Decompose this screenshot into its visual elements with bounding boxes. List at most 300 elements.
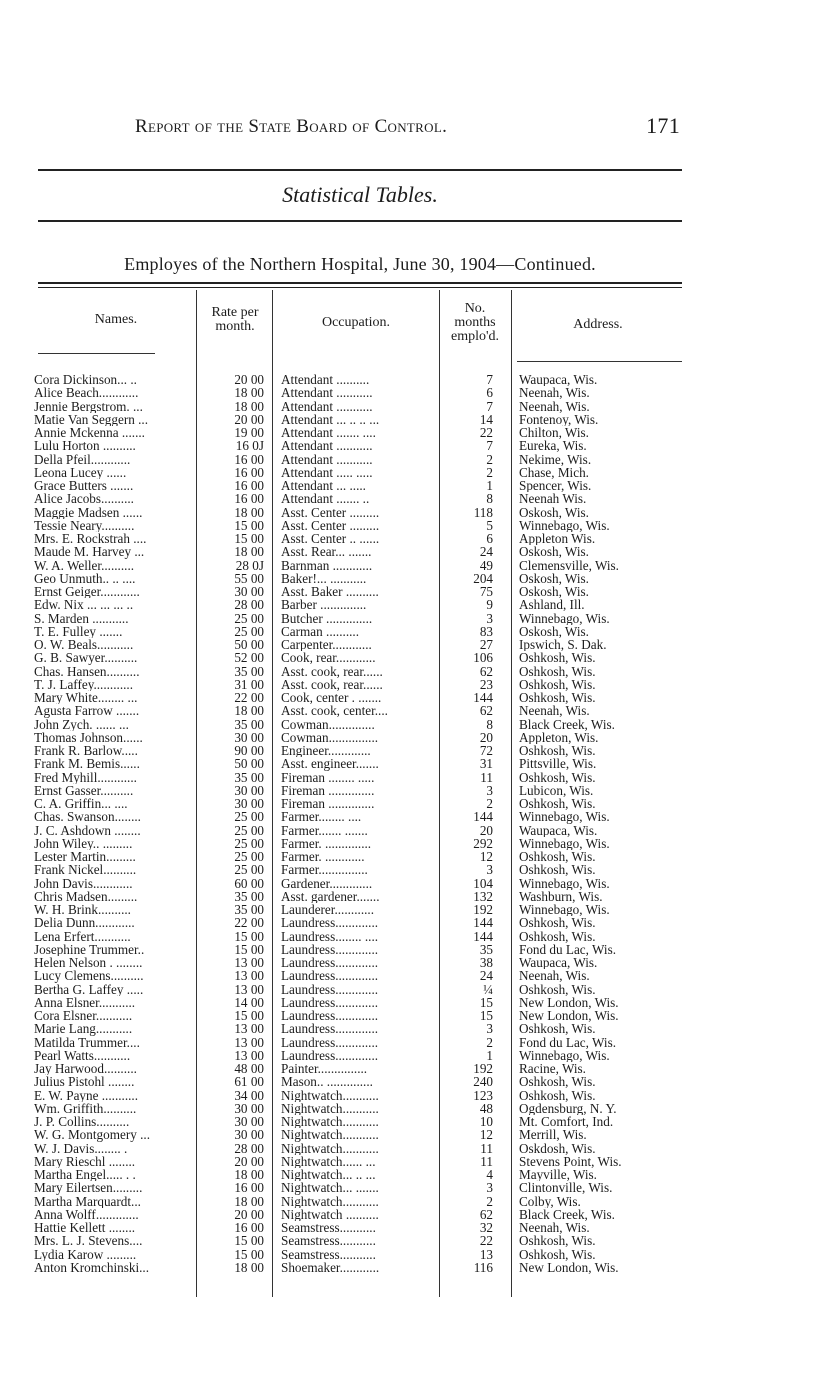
cell-address: Ashland, Ill. xyxy=(519,598,585,612)
table-row xyxy=(0,1128,823,1141)
cell-months: 31 xyxy=(479,756,493,772)
cell-rate: 25 00 xyxy=(234,862,264,878)
cell-address: Pittsville, Wis. xyxy=(519,757,597,771)
cell-name: Chas. Swanson........ xyxy=(34,810,141,824)
cell-months: 48 xyxy=(479,1100,493,1116)
cell-address: Oskosh, Wis. xyxy=(519,545,589,559)
table-row xyxy=(0,890,823,903)
cell-months: 15 xyxy=(479,994,493,1010)
cell-name: Mary Rieschl ........ xyxy=(34,1154,136,1168)
cell-address: Oshkosh, Wis. xyxy=(519,1088,596,1102)
cell-address: Winnebago, Wis. xyxy=(519,1048,610,1062)
table-row xyxy=(0,665,823,678)
cell-months: 2 xyxy=(486,464,493,480)
cell-occupation: Nightwatch... ....... xyxy=(281,1181,379,1195)
cell-occupation: Nightwatch........... xyxy=(281,1128,379,1142)
cell-address: New London, Wis. xyxy=(519,1260,619,1274)
table-row xyxy=(0,1089,823,1102)
cell-address: Winnebago, Wis. xyxy=(519,611,610,625)
running-head xyxy=(135,113,680,138)
cell-occupation: Baker!... ........... xyxy=(281,571,367,585)
cell-name: Leona Lucey ...... xyxy=(34,465,127,479)
table-row xyxy=(0,506,823,519)
cell-name: T. E. Fulley ....... xyxy=(34,624,123,638)
cell-address: Oshkosh, Wis. xyxy=(519,916,596,930)
cell-months: 1 xyxy=(486,478,493,493)
cell-rate: 20 00 xyxy=(234,411,264,427)
cell-name: Alice Beach............ xyxy=(34,386,139,400)
table-row xyxy=(0,426,823,439)
cell-address: Oshkosh, Wis. xyxy=(519,744,596,758)
cell-months: 20 xyxy=(479,822,493,838)
cell-occupation: Cowman.............. xyxy=(281,717,375,731)
table-row xyxy=(0,850,823,863)
cell-months: 192 xyxy=(473,902,493,917)
cell-months: 104 xyxy=(473,875,493,891)
cell-name: Della Pfeil............ xyxy=(34,452,131,466)
cell-months: 3 xyxy=(486,862,493,878)
cell-occupation: Gardener............. xyxy=(281,876,373,890)
cell-rate: 13 00 xyxy=(234,955,264,970)
cell-address: Nekime, Wis. xyxy=(519,452,592,466)
table-row xyxy=(0,1115,823,1128)
table-row xyxy=(0,930,823,943)
cell-occupation: Fireman .............. xyxy=(281,797,375,811)
cell-address: Neenah, Wis. xyxy=(519,399,590,413)
cell-occupation: Barber .............. xyxy=(281,598,367,612)
cell-occupation: Seamstress........... xyxy=(281,1221,376,1235)
cell-address: Oshkosh, Wis. xyxy=(519,664,596,678)
cell-address: Chilton, Wis. xyxy=(519,426,589,440)
cell-months: 11 xyxy=(480,1140,493,1156)
cell-name: Tessie Neary.......... xyxy=(34,518,135,532)
cell-address: Fond du Lac, Wis. xyxy=(519,942,617,956)
cell-months: 7 xyxy=(486,398,493,414)
cell-months: 11 xyxy=(480,769,493,785)
rule-top xyxy=(38,169,682,171)
cell-occupation: Seamstress........... xyxy=(281,1234,376,1248)
cell-name: Pearl Watts........... xyxy=(34,1048,131,1062)
cell-address: Oshkosh, Wis. xyxy=(519,1234,596,1248)
cell-address: Clintonville, Wis. xyxy=(519,1181,613,1195)
cell-address: New London, Wis. xyxy=(519,1009,619,1023)
cell-address: Winnebago, Wis. xyxy=(519,903,610,917)
cell-name: Geo Unmuth.. .. .... xyxy=(34,571,136,585)
table-row xyxy=(0,1155,823,1168)
table-row xyxy=(0,983,823,996)
cell-name: John Zych. ...... ... xyxy=(34,717,129,731)
cell-months: 2 xyxy=(486,1034,493,1050)
cell-name: Lucy Clemens.......... xyxy=(34,969,144,983)
cell-address: Clemensville, Wis. xyxy=(519,558,619,572)
cell-occupation: Farmer. .............. xyxy=(281,836,372,850)
cell-occupation: Asst. gardener....... xyxy=(281,889,380,903)
table-row xyxy=(0,1261,823,1274)
cell-rate: 35 00 xyxy=(234,769,264,785)
cell-months: 11 xyxy=(480,1153,493,1169)
cell-name: W. H. Brink.......... xyxy=(34,903,131,917)
table-row xyxy=(0,1062,823,1075)
cell-address: Neenah, Wis. xyxy=(519,969,590,983)
cell-address: Waupaca, Wis. xyxy=(519,823,598,837)
table-row xyxy=(0,771,823,784)
table-row xyxy=(0,532,823,545)
cell-occupation: Nightwatch........... xyxy=(281,1141,379,1155)
cell-rate: 16 00 xyxy=(234,1180,264,1196)
cell-name: Matilda Trummer.... xyxy=(34,1035,140,1049)
cell-address: Merrill, Wis. xyxy=(519,1128,587,1142)
cell-occupation: Butcher .............. xyxy=(281,611,373,625)
table-row xyxy=(0,1181,823,1194)
cell-rate: 18 00 xyxy=(234,504,264,520)
table-row xyxy=(0,453,823,466)
cell-address: Washburn, Wis. xyxy=(519,889,603,903)
cell-occupation: Attendant ....... .... xyxy=(281,426,376,440)
cell-rate: 16 00 xyxy=(234,464,264,480)
cell-occupation: Nightwatch .......... xyxy=(281,1207,379,1221)
cell-address: Oshkosh, Wis. xyxy=(519,1022,596,1036)
cell-name: Cora Elsner........... xyxy=(34,1009,133,1023)
cell-address: Lubicon, Wis. xyxy=(519,783,594,797)
cell-rate: 20 00 xyxy=(234,1153,264,1169)
table-row xyxy=(0,877,823,890)
cell-occupation: Asst. Baker .......... xyxy=(281,585,379,599)
cell-address: Eureka, Wis. xyxy=(519,439,587,453)
cell-address: Oskosh, Wis. xyxy=(519,624,589,638)
table-row xyxy=(0,413,823,426)
cell-rate: 20 00 xyxy=(234,372,264,387)
cell-occupation: Laundress............. xyxy=(281,995,379,1009)
cell-rate: 25 00 xyxy=(234,623,264,639)
cell-months: 10 xyxy=(479,1114,493,1129)
cell-rate: 15 00 xyxy=(234,1008,264,1023)
cell-address: Mt. Comfort, Ind. xyxy=(519,1115,614,1129)
cell-months: 144 xyxy=(473,928,493,944)
cell-occupation: Carpenter............ xyxy=(281,638,372,652)
cell-name: Mary White........ ... xyxy=(34,691,138,705)
cell-rate: 30 00 xyxy=(234,729,264,745)
table-row xyxy=(0,1022,823,1035)
cell-rate: 35 00 xyxy=(234,663,264,679)
cell-rate: 14 00 xyxy=(234,994,264,1010)
cell-name: Maggie Madsen ...... xyxy=(34,505,143,519)
cell-rate: 13 00 xyxy=(234,1034,264,1050)
cell-rate: 28 00 xyxy=(234,1140,264,1156)
table-row xyxy=(0,519,823,532)
cell-occupation: Seamstress........... xyxy=(281,1247,376,1261)
cell-rate: 13 00 xyxy=(234,1047,264,1063)
cell-name: Chas. Hansen.......... xyxy=(34,664,140,678)
cell-occupation: Farmer....... ....... xyxy=(281,823,368,837)
table-row xyxy=(0,373,823,386)
table-row xyxy=(0,1049,823,1062)
cell-rate: 55 00 xyxy=(234,570,264,586)
cell-address: Oshkosh, Wis. xyxy=(519,770,596,784)
cell-name: Thomas Johnson...... xyxy=(34,730,143,744)
cell-name: Cora Dickinson... .. xyxy=(34,373,137,387)
table-row xyxy=(0,956,823,969)
cell-occupation: Attendant ... ..... xyxy=(281,479,366,493)
cell-address: Fontenoy, Wis. xyxy=(519,412,599,426)
cell-name: Lena Erfert........... xyxy=(34,929,131,943)
cell-months: 49 xyxy=(479,557,493,573)
rule-mid xyxy=(38,220,682,222)
cell-rate: 25 00 xyxy=(234,849,264,864)
cell-name: Jay Harwood.......... xyxy=(34,1062,137,1076)
cell-address: Oskosh, Wis. xyxy=(519,505,589,519)
table-row xyxy=(0,400,823,413)
cell-months: 83 xyxy=(479,623,493,639)
cell-name: Agusta Farrow ....... xyxy=(34,704,140,718)
cell-months: 27 xyxy=(479,637,493,652)
col-header-address: Address. xyxy=(573,317,623,332)
cell-occupation: Attendant ........... xyxy=(281,386,373,400)
table-row xyxy=(0,744,823,757)
cell-months: 20 xyxy=(479,729,493,745)
cell-rate: 22 00 xyxy=(234,690,264,705)
table-top-rule-thin xyxy=(38,287,682,288)
table-row xyxy=(0,572,823,585)
cell-rate: 31 00 xyxy=(234,676,264,692)
cell-occupation: Fireman .............. xyxy=(281,783,375,797)
cell-months: 38 xyxy=(479,955,493,970)
table-row xyxy=(0,797,823,810)
cell-address: Stevens Point, Wis. xyxy=(519,1154,622,1168)
cell-months: 132 xyxy=(473,888,493,904)
cell-occupation: Attendant ........... xyxy=(281,399,373,413)
table-row xyxy=(0,1036,823,1049)
cell-address: Winnebago, Wis. xyxy=(519,876,610,890)
cell-address: Neenah, Wis. xyxy=(519,386,590,400)
cell-name: John Davis............ xyxy=(34,876,133,890)
cell-name: Martha Engel..... . . xyxy=(34,1168,136,1182)
cell-name: Ernst Gasser.......... xyxy=(34,783,134,797)
cell-months: 4 xyxy=(486,1167,493,1182)
cell-rate: 18 00 xyxy=(234,1193,264,1209)
cell-occupation: Launderer............ xyxy=(281,903,375,917)
subheading: Statistical Tables. xyxy=(282,182,438,207)
cell-occupation: Laundress............. xyxy=(281,1048,379,1062)
header-rule-left xyxy=(38,353,155,354)
table-row xyxy=(0,969,823,982)
cell-rate: 13 00 xyxy=(234,968,264,984)
cell-rate: 18 00 xyxy=(234,385,264,401)
cell-occupation: Laundress............. xyxy=(281,969,379,983)
cell-months: 32 xyxy=(479,1220,493,1235)
cell-name: Anna Wolff............. xyxy=(34,1207,139,1221)
cell-months: 12 xyxy=(479,1127,493,1143)
cell-months: 118 xyxy=(473,504,493,520)
cell-occupation: Mason.. .............. xyxy=(281,1075,373,1089)
cell-address: New London, Wis. xyxy=(519,995,619,1009)
col-header-rate-line1: Rate per xyxy=(211,305,259,320)
cell-name: Edw. Nix ... ... ... .. xyxy=(34,598,134,612)
cell-name: Jennie Bergstrom. ... xyxy=(34,399,143,413)
cell-occupation: Asst. Rear... ....... xyxy=(281,545,372,559)
cell-rate: 20 00 xyxy=(234,1206,264,1222)
cell-months: 24 xyxy=(479,968,493,984)
cell-months: ¼ xyxy=(483,981,493,997)
page-number: 171 xyxy=(646,113,680,138)
cell-occupation: Laundress............. xyxy=(281,956,379,970)
table-row xyxy=(0,943,823,956)
cell-rate: 30 00 xyxy=(234,584,264,599)
cell-name: Maude M. Harvey ... xyxy=(34,545,145,559)
cell-months: 116 xyxy=(473,1259,493,1275)
cell-name: Frank R. Barlow..... xyxy=(34,744,138,758)
cell-name: Bertha G. Laffey ..... xyxy=(34,982,144,996)
cell-rate: 16 00 xyxy=(234,451,264,467)
cell-address: Oshkosh, Wis. xyxy=(519,797,596,811)
cell-rate: 52 00 xyxy=(234,650,264,666)
cell-rate: 30 00 xyxy=(234,1114,264,1129)
cell-rate: 50 00 xyxy=(234,637,264,652)
cell-address: Waupaca, Wis. xyxy=(519,956,598,970)
cell-months: 204 xyxy=(473,570,493,586)
cell-rate: 15 00 xyxy=(234,941,264,957)
cell-address: Winnebago, Wis. xyxy=(519,836,610,850)
table-row xyxy=(0,810,823,823)
cell-occupation: Laundress............. xyxy=(281,916,379,930)
cell-occupation: Farmer........ .... xyxy=(281,810,362,824)
cell-name: Martha Marquardt... xyxy=(34,1194,141,1208)
table-row xyxy=(0,757,823,770)
cell-occupation: Asst. cook, center.... xyxy=(281,704,388,718)
table-row xyxy=(0,1142,823,1155)
cell-occupation: Shoemaker............ xyxy=(281,1260,380,1274)
table-row xyxy=(0,691,823,704)
cell-rate: 35 00 xyxy=(234,888,264,904)
cell-months: 35 xyxy=(479,941,493,957)
table-row xyxy=(0,824,823,837)
cell-months: 2 xyxy=(486,1193,493,1209)
cell-occupation: Fireman ........ ..... xyxy=(281,770,375,784)
cell-rate: 15 00 xyxy=(234,928,264,944)
cell-name: Frank M. Bemis...... xyxy=(34,757,140,771)
cell-rate: 30 00 xyxy=(234,1127,264,1143)
cell-rate: 22 00 xyxy=(234,915,264,931)
table-row xyxy=(0,479,823,492)
cell-months: 144 xyxy=(473,690,493,705)
cell-name: J. P. Collins.......... xyxy=(34,1115,130,1129)
table-row xyxy=(0,439,823,452)
cell-address: Appleton, Wis. xyxy=(519,730,599,744)
cell-occupation: Nightwatch........... xyxy=(281,1115,379,1129)
cell-address: Winnebago, Wis. xyxy=(519,810,610,824)
col-header-months-line1: No. xyxy=(464,301,486,316)
cell-rate: 15 00 xyxy=(234,1246,264,1262)
cell-months: 13 xyxy=(479,1246,493,1262)
cell-months: 240 xyxy=(473,1074,493,1090)
cell-name: Matie Van Seggern ... xyxy=(34,412,149,426)
cell-months: 62 xyxy=(479,1206,493,1222)
cell-address: Ogdensburg, N. Y. xyxy=(519,1101,617,1115)
cell-address: Black Creek, Wis. xyxy=(519,717,615,731)
cell-rate: 18 00 xyxy=(234,398,264,414)
cell-address: Appleton Wis. xyxy=(519,532,596,546)
cell-occupation: Attendant ........... xyxy=(281,452,373,466)
cell-occupation: Farmer............... xyxy=(281,863,368,877)
cell-months: 292 xyxy=(473,835,493,851)
cell-months: 3 xyxy=(486,782,493,798)
cell-name: Frank Nickel.......... xyxy=(34,863,137,877)
cell-name: Annie Mckenna ....... xyxy=(34,426,145,440)
cell-rate: 25 00 xyxy=(234,809,264,825)
cell-name: Anna Elsner........... xyxy=(34,995,136,1009)
cell-address: Chase, Mich. xyxy=(519,465,589,479)
cell-rate: 16 0J xyxy=(235,438,264,454)
cell-address: Mayville, Wis. xyxy=(519,1168,597,1182)
cell-rate: 16 00 xyxy=(234,491,264,507)
table-row xyxy=(0,638,823,651)
cell-name: Delia Dunn............ xyxy=(34,916,135,930)
cell-occupation: Asst. Center ......... xyxy=(281,518,380,532)
cell-months: 24 xyxy=(479,544,493,560)
table-row xyxy=(0,466,823,479)
cell-name: Lydia Karow ......... xyxy=(34,1247,137,1261)
table-row xyxy=(0,1248,823,1261)
col-header-rate-line2: month. xyxy=(215,319,255,334)
cell-name: Wm. Griffith.......... xyxy=(34,1101,137,1115)
cell-rate: 19 00 xyxy=(234,425,264,440)
cell-rate: 35 00 xyxy=(234,902,264,917)
cell-months: 5 xyxy=(486,517,493,533)
employee-table-body xyxy=(0,373,823,1274)
table-row xyxy=(0,1102,823,1115)
cell-occupation: Nightwatch...... ... xyxy=(281,1154,376,1168)
cell-address: Oshkosh, Wis. xyxy=(519,1247,596,1261)
cell-occupation: Laundress............. xyxy=(281,982,379,996)
cell-occupation: Cook, rear............ xyxy=(281,651,376,665)
cell-occupation: Nightwatch........... xyxy=(281,1194,379,1208)
table-row xyxy=(0,386,823,399)
cell-rate: 50 00 xyxy=(234,756,264,772)
table-row xyxy=(0,731,823,744)
cell-name: Lulu Horton .......... xyxy=(34,439,136,453)
cell-rate: 18 00 xyxy=(234,703,264,719)
cell-rate: 18 00 xyxy=(234,1167,264,1182)
cell-name: Grace Butters ....... xyxy=(34,479,134,493)
cell-months: 62 xyxy=(479,663,493,679)
table-row xyxy=(0,598,823,611)
cell-name: Fred Myhill............ xyxy=(34,770,137,784)
cell-months: 9 xyxy=(486,597,493,613)
table-row xyxy=(0,545,823,558)
cell-occupation: Attendant ... .. .. ... xyxy=(281,412,380,426)
cell-name: C. A. Griffin... .... xyxy=(34,797,128,811)
running-title: Report of the State Board of Control. xyxy=(135,116,448,137)
cell-months: 22 xyxy=(479,1233,493,1249)
cell-address: Oshkosh, Wis. xyxy=(519,677,596,691)
cell-name: Mrs. L. J. Stevens.... xyxy=(34,1234,143,1248)
cell-name: Helen Nelson . ........ xyxy=(34,956,143,970)
cell-rate: 28 00 xyxy=(234,597,264,613)
cell-rate: 25 00 xyxy=(234,835,264,851)
cell-rate: 60 00 xyxy=(234,875,264,891)
cell-address: Oshkosh, Wis. xyxy=(519,691,596,705)
cell-occupation: Farmer. ............ xyxy=(281,850,365,864)
cell-name: O. W. Beals........... xyxy=(34,638,134,652)
table-row xyxy=(0,625,823,638)
cell-occupation: Asst. Center ......... xyxy=(281,505,380,519)
cell-rate: 15 00 xyxy=(234,1233,264,1249)
table-row xyxy=(0,492,823,505)
cell-months: 7 xyxy=(486,438,493,454)
cell-months: 144 xyxy=(473,809,493,825)
cell-rate: 28 0J xyxy=(235,557,264,573)
cell-address: Colby, Wis. xyxy=(519,1194,581,1208)
cell-address: Oshkosh, Wis. xyxy=(519,651,596,665)
